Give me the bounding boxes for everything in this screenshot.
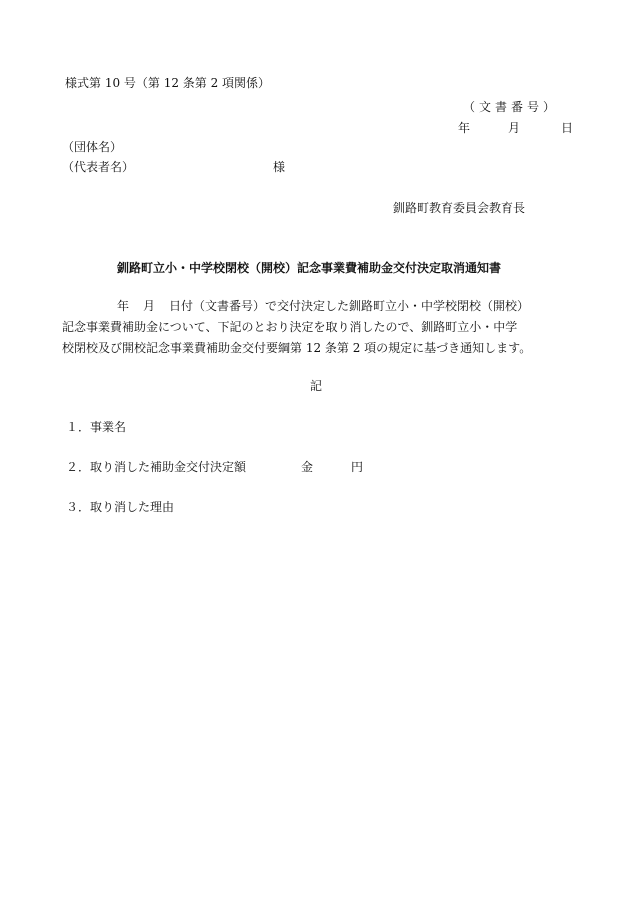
recipient-representative-name: （代表者名）: [62, 160, 135, 174]
ki-heading: 記: [310, 379, 323, 393]
recipient-honorific: 様: [273, 160, 286, 174]
document-title: 釧路町立小・中学校閉校（開校）記念事業費補助金交付決定取消通知書: [117, 261, 502, 275]
amount-yen-label: 円: [351, 460, 364, 474]
body-line-1-text: 日付（文書番号）で交付決定した釧路町立小・中学校閉校（開校）: [169, 299, 530, 313]
form-number: 様式第 10 号（第 12 条第 2 項関係）: [65, 76, 271, 90]
date-month-label: 月: [508, 121, 521, 135]
date-day-label: 日: [561, 121, 574, 135]
date-year-label: 年: [458, 121, 471, 135]
recipient-org-name: （団体名）: [62, 140, 123, 154]
body-line-1: [117, 299, 529, 313]
body-year-label: 年: [117, 299, 130, 313]
body-line-3: 校閉校及び開校記念事業費補助金交付要綱第 12 条第 2 項の規定に基づき通知します。: [62, 341, 532, 355]
date-line: [458, 121, 573, 135]
body-month-label: 月: [143, 299, 156, 313]
amount-kin-label: 金: [301, 460, 314, 474]
item-cancellation-reason: ３．取り消した理由: [66, 500, 175, 514]
issuer-name: 釧路町教育委員会教育長: [393, 201, 526, 215]
document-number-label: （文書番号）: [463, 100, 560, 114]
body-line-2: 記念事業費補助金について、下記のとおり決定を取り消したので、釧路町立小・中学: [62, 320, 518, 334]
item-project-name: １．事業名: [66, 420, 127, 434]
item-cancelled-amount: ２．取り消した補助金交付決定額: [66, 460, 247, 474]
